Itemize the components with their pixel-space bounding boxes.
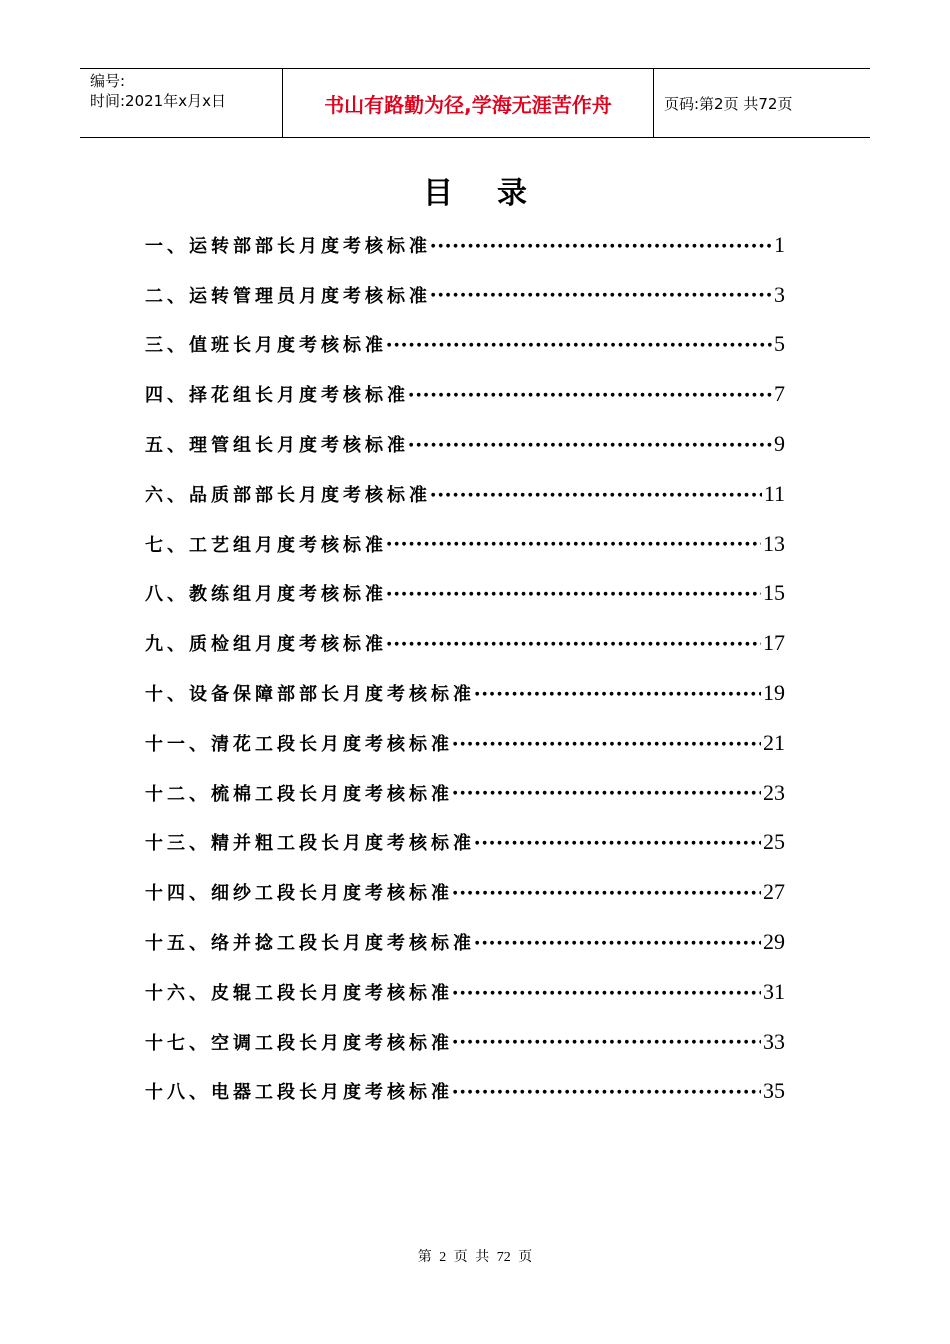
toc-entry-label: 九、质检组月度考核标准 xyxy=(145,634,387,656)
toc-leader-dots xyxy=(387,585,761,604)
toc-entry-label: 十、设备保障部部长月度考核标准 xyxy=(145,684,475,706)
toc-entry-page: 13 xyxy=(763,530,785,556)
toc-entry-label: 十三、精并粗工段长月度考核标准 xyxy=(145,833,475,855)
toc-entry-page: 25 xyxy=(763,829,785,855)
toc-entry-label: 十五、络并捻工段长月度考核标准 xyxy=(145,933,475,955)
toc-entry-page: 15 xyxy=(763,580,785,606)
toc-entry[interactable] xyxy=(145,718,785,768)
toc-leader-dots xyxy=(431,486,762,505)
toc-leader-dots xyxy=(387,635,761,654)
toc-leader-dots xyxy=(475,934,761,953)
toc-entry[interactable] xyxy=(145,618,785,668)
toc-entry-label: 一、运转部部长月度考核标准 xyxy=(145,235,431,257)
toc-entry-label: 五、理管组长月度考核标准 xyxy=(145,435,409,457)
toc-entry-label: 二、运转管理员月度考核标准 xyxy=(145,285,431,307)
toc-entry-page: 19 xyxy=(763,680,785,706)
header-meta xyxy=(80,69,282,137)
header-page-info: 页码:第2页 共72页 xyxy=(664,94,793,113)
toc-entry[interactable] xyxy=(145,1067,785,1117)
toc-leader-dots xyxy=(453,984,761,1003)
toc-entry[interactable] xyxy=(145,867,785,917)
toc-entry[interactable] xyxy=(145,270,785,320)
toc-entry-label: 十二、梳棉工段长月度考核标准 xyxy=(145,783,453,805)
toc-leader-dots xyxy=(453,735,761,754)
header-motto: 书山有路勤为径,学海无涯苦作舟 xyxy=(282,69,654,137)
toc-leader-dots xyxy=(453,784,761,803)
toc-entry[interactable] xyxy=(145,768,785,818)
page-footer: 第 2 页 共 72 页 xyxy=(417,1250,533,1265)
toc-leader-dots xyxy=(431,237,772,256)
toc-entry-page: 7 xyxy=(774,381,785,407)
toc-entry[interactable] xyxy=(145,220,785,270)
toc-entry[interactable] xyxy=(145,967,785,1017)
toc-entry-label: 四、择花组长月度考核标准 xyxy=(145,385,409,407)
toc-entry-label: 十六、皮辊工段长月度考核标准 xyxy=(145,982,453,1004)
toc-entry-page: 31 xyxy=(763,978,785,1004)
toc-leader-dots xyxy=(475,834,761,853)
toc-leader-dots xyxy=(409,436,772,455)
toc-entry[interactable] xyxy=(145,668,785,718)
toc-entry[interactable] xyxy=(145,569,785,619)
table-of-contents xyxy=(145,220,785,1116)
toc-entry-label: 七、工艺组月度考核标准 xyxy=(145,534,387,556)
toc-leader-dots xyxy=(387,336,772,355)
toc-entry-label: 十四、细纱工段长月度考核标准 xyxy=(145,883,453,905)
toc-leader-dots xyxy=(453,884,761,903)
toc-entry-page: 5 xyxy=(774,331,785,357)
toc-leader-dots xyxy=(453,1033,761,1052)
toc-leader-dots xyxy=(387,535,761,554)
toc-entry[interactable] xyxy=(145,519,785,569)
toc-leader-dots xyxy=(453,1083,761,1102)
toc-entry-page: 23 xyxy=(763,779,785,805)
toc-entry-label: 十八、电器工段长月度考核标准 xyxy=(145,1082,453,1104)
toc-entry-page: 11 xyxy=(763,480,785,506)
toc-leader-dots xyxy=(475,685,761,704)
toc-entry-label: 八、教练组月度考核标准 xyxy=(145,584,387,606)
toc-entry-page: 3 xyxy=(774,281,785,307)
toc-entry-label: 三、值班长月度考核标准 xyxy=(145,335,387,357)
toc-entry[interactable] xyxy=(145,818,785,868)
page-title: 目录 xyxy=(423,176,571,211)
toc-entry[interactable] xyxy=(145,469,785,519)
toc-entry[interactable] xyxy=(145,419,785,469)
number-label: 编号: xyxy=(90,72,126,90)
toc-entry-page: 27 xyxy=(763,879,785,905)
toc-entry[interactable] xyxy=(145,369,785,419)
toc-entry[interactable] xyxy=(145,320,785,370)
toc-entry[interactable] xyxy=(145,1017,785,1067)
toc-leader-dots xyxy=(431,286,772,305)
toc-entry-page: 35 xyxy=(763,1078,785,1104)
toc-entry-page: 33 xyxy=(763,1028,785,1054)
toc-leader-dots xyxy=(409,386,772,405)
toc-entry[interactable] xyxy=(145,917,785,967)
toc-entry-label: 十七、空调工段长月度考核标准 xyxy=(145,1032,453,1054)
toc-entry-label: 六、品质部部长月度考核标准 xyxy=(145,484,431,506)
toc-entry-page: 9 xyxy=(774,431,785,457)
date-label: 时间:2021年x月x日 xyxy=(90,92,226,110)
toc-entry-page: 17 xyxy=(763,630,785,656)
toc-entry-label: 十一、清花工段长月度考核标准 xyxy=(145,733,453,755)
toc-entry-page: 1 xyxy=(774,231,785,257)
toc-entry-page: 21 xyxy=(763,729,785,755)
toc-entry-page: 29 xyxy=(763,929,785,955)
page-header xyxy=(80,68,870,138)
